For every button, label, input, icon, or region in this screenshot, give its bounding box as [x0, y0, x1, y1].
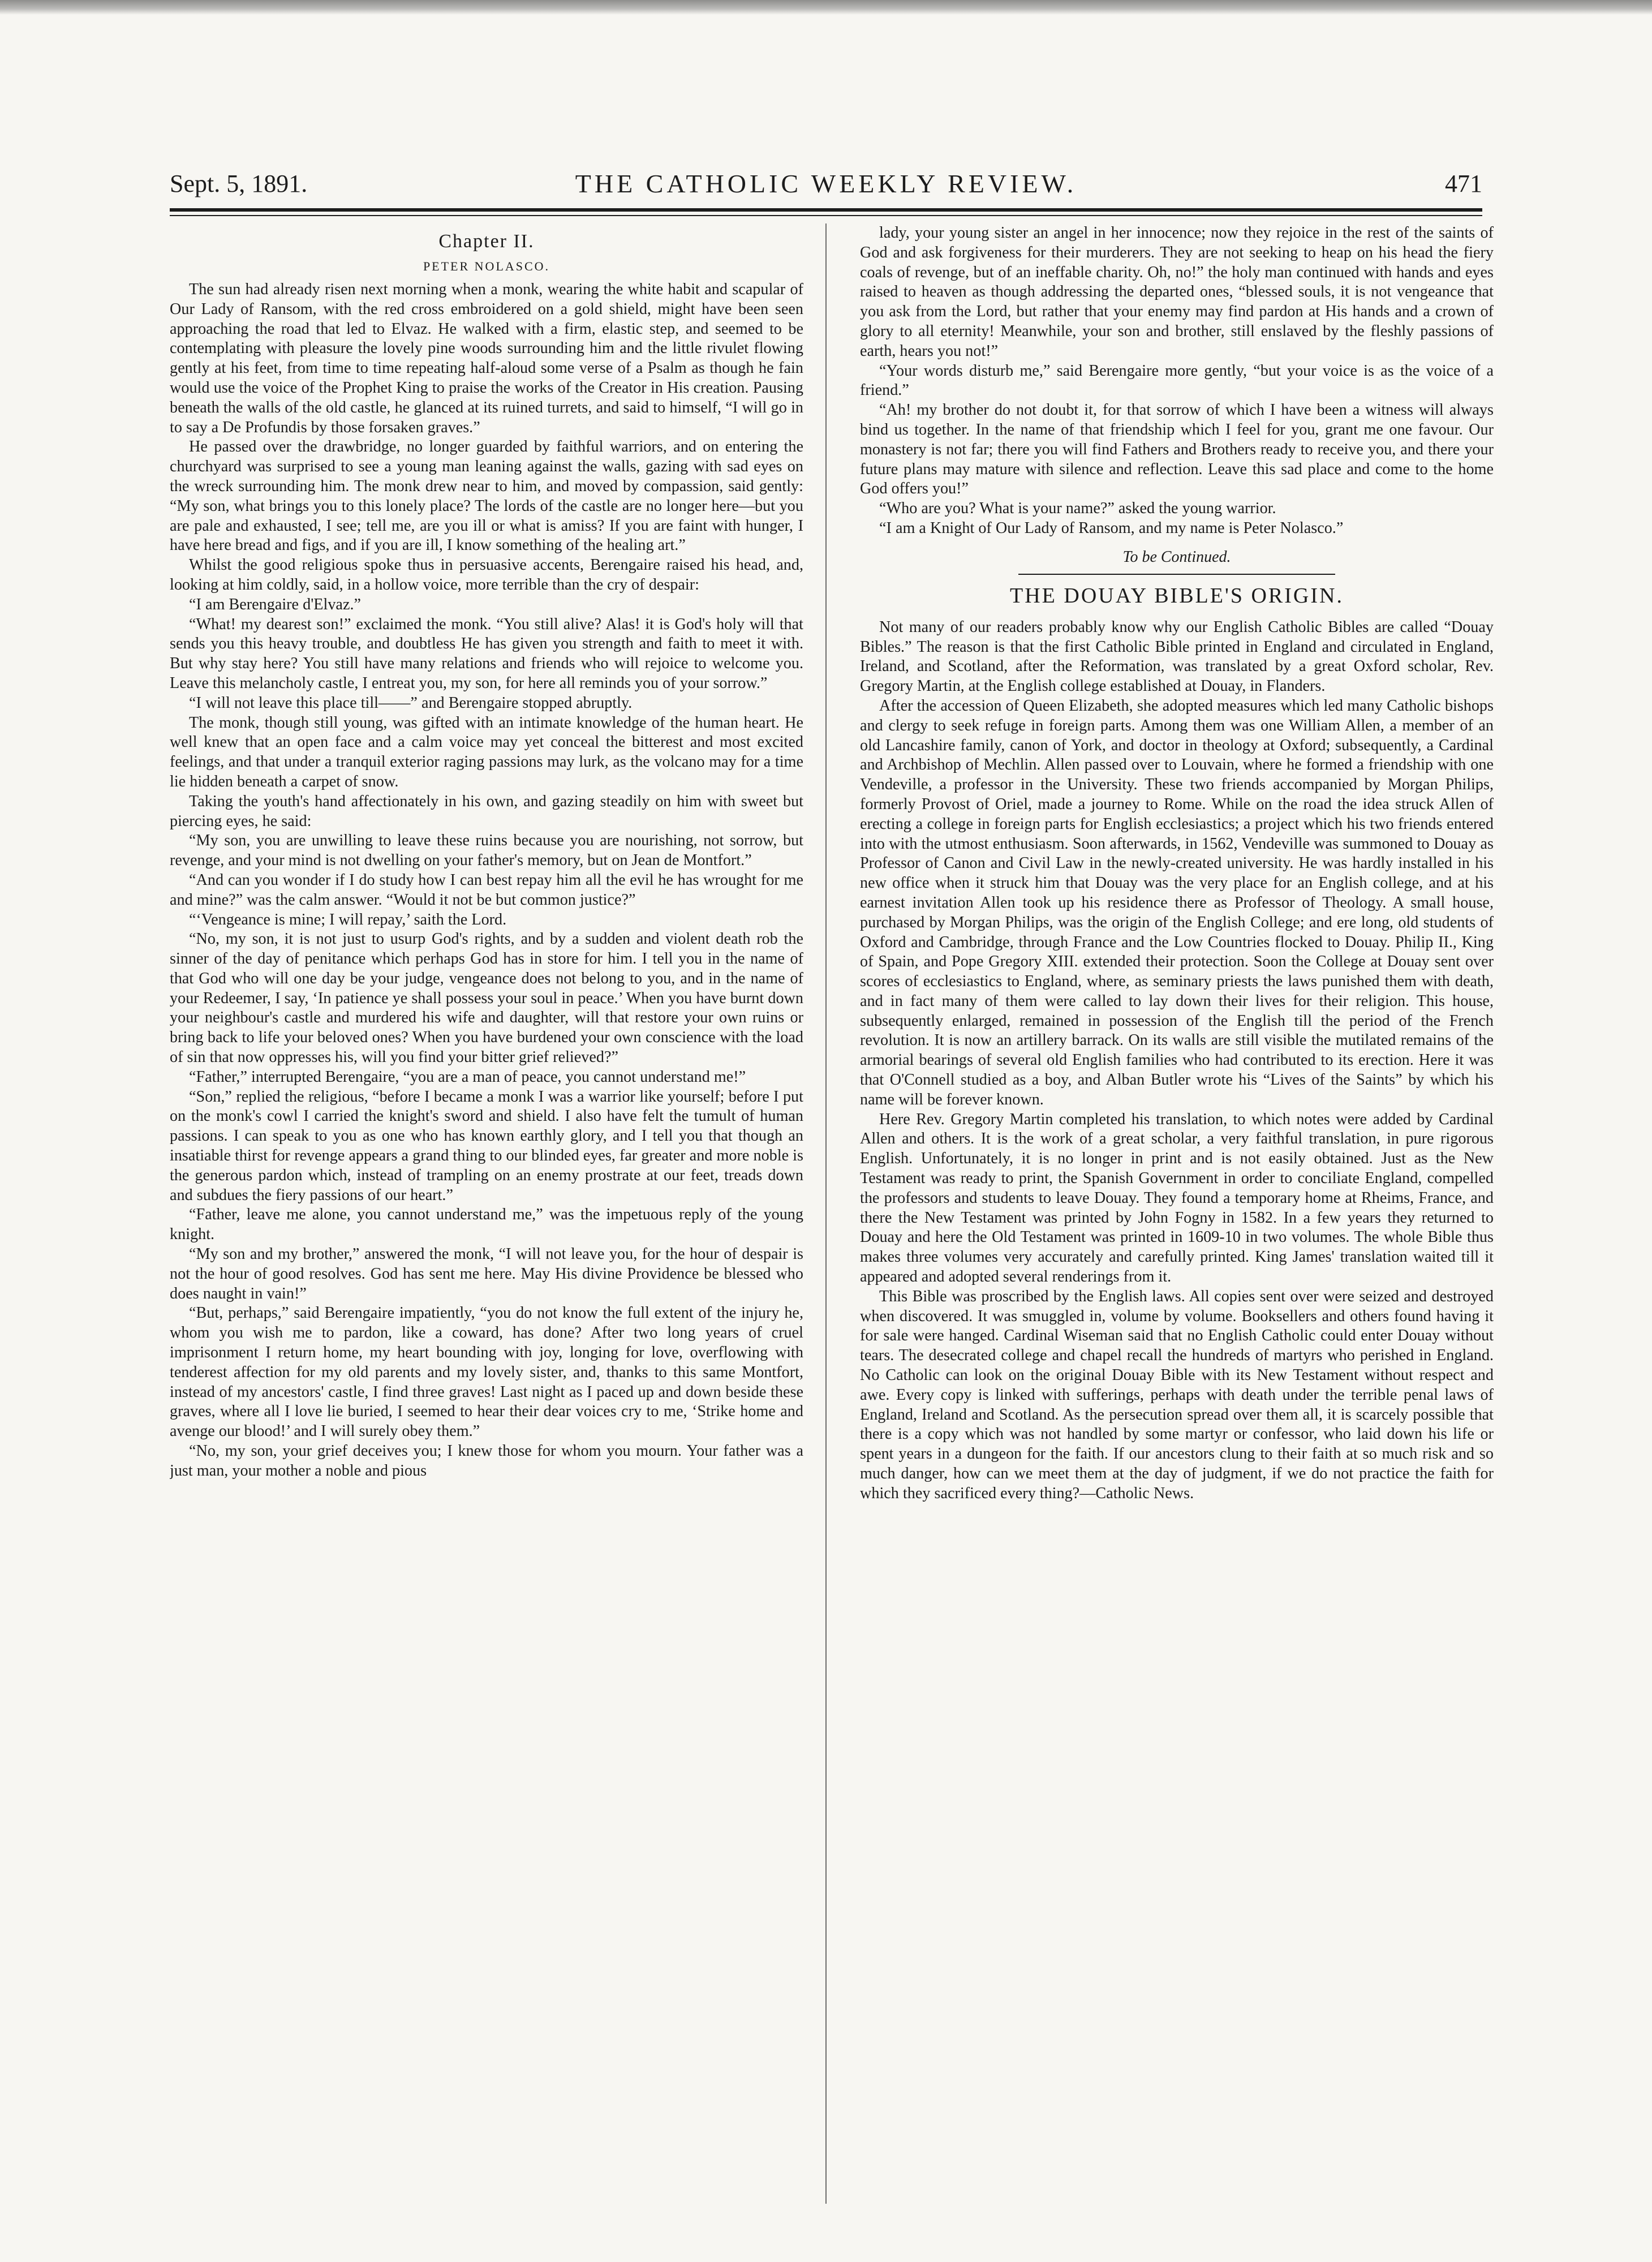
paragraph: “My son, you are unwilling to leave these ruins because you are nourishing, not sorrow, but revenge, and your mind is not dwelling on your father's memory, but on Jean de Montfort.”	[170, 832, 803, 870]
paragraph: “What! my dearest son!” exclaimed the monk. “You still alive? Alas! it is God's holy will that sends you this heavy trouble, and doubtless He has given you strength and faith to meet it with. But why stay here? You still have many relations and friends who will rejoice to welcome you. Leave this melancholy castle, I entreat you, my son, for here all reminds you of your sorrow.”	[170, 615, 803, 692]
paragraph: “Who are you? What is your name?” asked the young warrior.	[879, 500, 1276, 518]
left-column	[170, 223, 803, 2221]
paragraph: This Bible was proscribed by the English laws. All copies sent over were seized and destroyed when discovered. It was smuggled in, volume by volume. Booksellers and others found having it for sale were hanged. Cardinal Wiseman said that no English Catholic could enter Douay without tears. The desecrated college and chapel recall the hundreds of martyrs who perished in England. No Catholic can look on the original Douay Bible with its New Testament without respect and awe. Every copy is linked with sufferings, perhaps with death under the terrible penal laws of England, Ireland and Scotland. As the persecution spread over them all, it is scarcely possible that there is a copy which was not handled by some martyr or confessor, who laid down his life or spent years in a dungeon for the faith. If our ancestors clung to their faith at so much risk and so much danger, how can we meet them at the day of judgment, if we do not practice the faith for which they sacrificed every thing?—Catholic News.	[860, 1287, 1494, 1502]
paragraph: lady, your young sister an angel in her innocence; now they rejoice in the rest of the saints of God and ask forgiveness for their murderers. They are not seeking to heap on his head the fiery coals of revenge, but of an ineffable charity. Oh, no!” the holy man continued with hands and eyes raised to heaven as though addressing the departed ones, “blessed souls, it is not vengeance that you ask from the Lord, but rather that your enemy may find pardon at His hands and a crown of glory to all eternity! Meanwhile, your son and brother, still enslaved by the fleshly passions of earth, hears you not!”	[860, 224, 1494, 360]
paragraph: The monk, though still young, was gifted with an intimate knowledge of the human heart. He well knew that an open face and a calm voice may yet conceal the bitterest and most excited feelings, and that under a tranquil exterior raging passions may lurk, as the volcano may for a time lie hidden beneath a carpet of snow.	[170, 713, 803, 790]
column-divider	[825, 223, 827, 2204]
paragraph: The sun had already risen next morning when a monk, wearing the white habit and scapular of Our Lady of Ransom, with the red cross embroidered on a gold shield, might have been seen approaching the road that led to Elvaz. He walked with a firm, elastic step, and seemed to be contemplating with pleasure the lovely pine woods surrounding him and the little rivulet flowing gently at his feet, from time to time repeating half-aloud some verse of a Psalm as though he fain would use the voice of the Prophet King to praise the works of the Creator in His creation. Pausing beneath the walls of the old castle, he glanced at its ruined turrets, and said to himself, “I will go in to say a De Profundis by those forsaken graves.”	[170, 281, 803, 436]
paragraph: After the accession of Queen Elizabeth, she adopted measures which led many Catholic bishops and clergy to seek refuge in foreign parts. Among them was one William Allen, a member of an old Lancashire family, canon of York, and doctor in theology at Oxford; subsequently, a Cardinal and Archbishop of Mechlin. Allen passed over to Louvain, where he formed a friendship with one Vendeville, a professor in the University. These two friends accompanied by Morgan Philips, formerly Provost of Oriel, made a journey to Rome. While on the road the idea struck Allen of erecting a college in foreign parts for English ecclesiastics; a project which his two friends entered into with the utmost enthusiasm. Soon afterwards, in 1562, Vendeville was summoned to Douay as Professor of Canon and Civil Law in the newly-created university. He was hardly installed in his new office when it struck him that Douay was the very place for an English college, and at his earnest invitation Allen took up his residence there as Professor of Theology. A small house, purchased by Morgan Philips, was the origin of the English College; and ere long, old students of Oxford and Cambridge, through France and the Low Countries flocked to Douay. Philip II., King of Spain, and Pope Gregory XIII. extended their protection. Soon the College at Douay sent over scores of ecclesiastics to England, where, as seminary priests the laws punished them with death, and in fact many of them were called to lay down their lives for their religion. This house, subsequently enlarged, remained in possession of the English till the period of the French revolution. It is now an artillery barrack. On its walls are still visible the mutilated remains of the armorial bearings of several old English families who had contributed to its erection. Here it was that O'Connell studied as a boy, and Alban Butler wrote his “Lives of the Saints” by which his name will be forever known.	[860, 696, 1494, 1108]
chapter-heading: Chapter II.	[438, 231, 535, 252]
page-header	[170, 167, 1482, 207]
paragraph: “Son,” replied the religious, “before I became a monk I was a warrior like yourself; before I put on the monk's cowl I carried the knight's sword and shield. I also have felt the tumult of human passions. I can speak to you as one who has known earthly glory, and I tell you that though an insatiable thirst for revenge appears a grand thing to our blinded eyes, far greater and more noble is the generous pardon which, instead of trampling on an enemy prostrate at our feet, treads down and subdues the fiery passions of our heart.”	[170, 1087, 803, 1204]
paragraph: “‘Vengeance is mine; I will repay,’ saith the Lord.	[189, 910, 507, 928]
paragraph: “I am Berengaire d'Elvaz.”	[189, 595, 362, 613]
paragraph: Here Rev. Gregory Martin completed his translation, to which notes were added by Cardinal Allen and others. It is the work of a great scholar, a very faithful translation, in pure rigorous English. Unfortunately, it is no longer in print and is not easily obtained. Just as the New Testament was ready to print, the Spanish Government in order to conciliate England, compelled the professors and students to leave Douay. They found a temporary home at Rheims, France, and there the New Testament was printed by John Fogny in 1582. In a few years they returned to Douay and here the Old Testament was printed in 1609-10 in two volumes. The whole Bible thus makes three volumes very accurately and carefully printed. King James' translation waited till it appeared and adopted several renderings from it.	[860, 1110, 1494, 1286]
paragraph: Not many of our readers probably know why our English Catholic Bibles are called “Douay Bibles.” The reason is that the first Catholic Bible printed in England and circulated in England, Ireland, and Scotland, after the Reformation, was translated by a great Oxford scholar, Rev. Gregory Martin, at the English college established at Douay, in Flanders.	[860, 618, 1494, 695]
paragraph: “And can you wonder if I do study how I can best repay him all the evil he has wrought for me and mine?” was the calm answer. “Would it not be but common justice?”	[170, 871, 803, 909]
issue-date: Sept. 5, 1891.	[170, 170, 308, 197]
paragraph: “Your words disturb me,” said Berengaire more gently, “but your voice is as the voice of a friend.”	[860, 362, 1494, 399]
paragraph: “My son and my brother,” answered the monk, “I will not leave you, for the hour of despair is not the hour of good resolves. God has sent me here. May His divine Providence be blessed who does naught in vain!”	[170, 1245, 803, 1302]
paragraph: He passed over the drawbridge, no longer guarded by faithful warriors, and on entering the churchyard was surprised to see a young man leaning against the walls, gazing with sad eyes on the wreck surrounding him. The monk drew near to him, and moved by compassion, said gently: “My son, what brings you to this lonely place? The lords of the castle are no longer here—but you are pale and exhausted, I see; tell me, are you ill or what is amiss? If you are faint with hunger, I have here bread and figs, and if you are ill, I know something of the healing art.”	[170, 438, 803, 554]
page-number: 471	[1445, 170, 1482, 197]
publication-title: THE CATHOLIC WEEKLY REVIEW.	[575, 169, 1077, 198]
chapter-subtitle: PETER NOLASCO.	[423, 259, 550, 273]
article-title: THE DOUAY BIBLE'S ORIGIN.	[1010, 583, 1344, 608]
paragraph: “Father,” interrupted Berengaire, “you are a man of peace, you cannot understand me!”	[189, 1068, 746, 1086]
section-divider	[1018, 574, 1335, 575]
right-column	[860, 223, 1494, 2221]
to-be-continued: To be Continued.	[1122, 548, 1231, 566]
paragraph: “But, perhaps,” said Berengaire impatiently, “you do not know the full extent of the injury he, whom you wish me to pardon, like a coward, has done? After two long years of cruel imprisonment I return home, my heart bounding with joy, longing for love, overflowing with tenderest affection for my old parents and my lovely sister, and, thanks to this same Montfort, instead of my ancestors' castle, I find three graves! Last night as I paced up and down beside these graves, where all I love lie buried, I seemed to hear their dear voices cry to me, ‘Strike home and avenge our blood!’ and I will surely obey them.”	[170, 1304, 803, 1440]
paragraph: “No, my son, your grief deceives you; I knew those for whom you mourn. Your father was a just man, your mother a noble and pious	[170, 1442, 803, 1480]
paragraph: “Ah! my brother do not doubt it, for that sorrow of which I have been a witness will always bind us together. In the name of that friendship which I feel for you, grant me one favour. Our monastery is not far; there you will find Fathers and Brothers ready to receive you, and there your future plans may mature with silence and reflection. Leave this sad place and come to the home God offers you!”	[860, 401, 1494, 498]
paragraph: “No, my son, it is not just to usurp God's rights, and by a sudden and violent death rob the sinner of the day of penitance which perhaps God has in store for him. I tell you in the name of that God who will one day be your judge, vengeance does not belong to you, and in the name of your Redeemer, I say, ‘In patience ye shall possess your soul in peace.’ When you have burnt down your neighbour's castle and murdered his wife and daughter, will that restore your own ruins or bring back to life your beloved ones? When you have burdened your own conscience with the load of sin that now oppresses his, will you find your bitter grief relieved?”	[170, 930, 803, 1067]
paragraph: Whilst the good religious spoke thus in persuasive accents, Berengaire raised his head, and, looking at him coldly, said, in a hollow voice, more terrible than the cry of despair:	[170, 556, 803, 594]
story-text-right	[860, 223, 1494, 539]
paragraph: “Father, leave me alone, you cannot understand me,” was the impetuous reply of the young knight.	[170, 1206, 803, 1244]
story-text-left	[170, 280, 803, 1481]
paragraph: “I will not leave this place till——” and Berengaire stopped abruptly.	[189, 694, 633, 712]
header-rule-thick	[170, 208, 1482, 212]
scan-edge	[0, 0, 1652, 15]
paragraph: Taking the youth's hand affectionately in his own, and gazing steadily on him with sweet but piercing eyes, he said:	[170, 792, 803, 830]
paragraph: “I am a Knight of Our Lady of Ransom, and my name is Peter Nolasco.”	[879, 519, 1344, 537]
header-rule-thin	[170, 215, 1482, 216]
article-text	[860, 618, 1494, 1504]
